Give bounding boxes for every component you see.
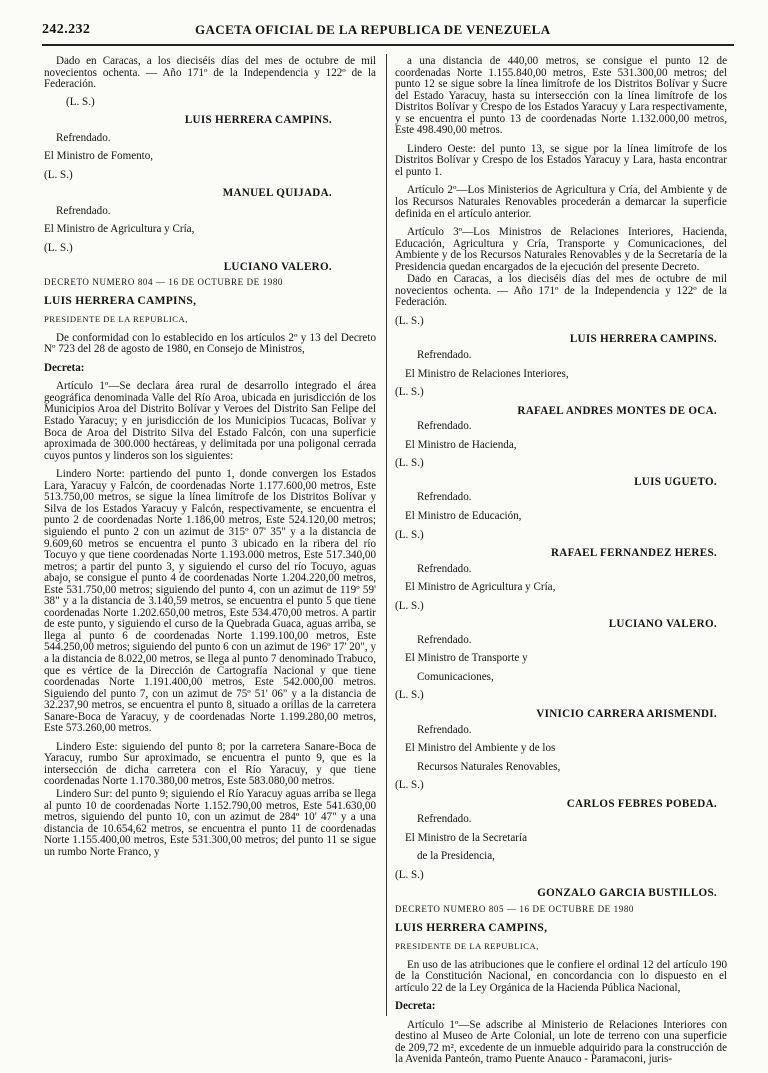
seal-mark: (L. S.) [395, 779, 424, 792]
page-header [42, 22, 734, 42]
seal-mark: (L. S.) [395, 868, 424, 881]
decreta-heading: Decreta: [44, 361, 85, 374]
decree-preamble: De conformidad con lo establecido en los artículos 2º y 13 del Decreto Nº 723 del 28 de agosto de 1980, en Consejo de Ministros, [44, 331, 376, 356]
article-3: Artículo 3º—Los Ministros de Relaciones Interiores, Hacienda, Educación, Agricultura y Cría, Transporte y Comunicaciones, del Ambiente y de los Recursos Naturales Renovables y de la Secretaría de la Presidencia quedan encargados de la ejecución del presente Decreto. [395, 226, 727, 273]
refrendado-label: Refrendado. [417, 633, 472, 646]
signature-president: LUIS HERRERA CAMPINS. [184, 114, 332, 127]
minister-title: El Ministro de Fomento, [44, 150, 154, 163]
decree-title: DECRETO NUMERO 805 — 16 DE OCTUBRE DE 1980 [395, 903, 635, 914]
minister-title: El Ministro del Ambiente y de los [405, 742, 556, 755]
signature-minister: RAFAEL FERNANDEZ HERES. [550, 547, 717, 560]
lindero-este: Lindero Este: siguiendo del punto 8; por la carretera Sanare-Boca de Yaracuy, rumbo Sur aproximado, se encuentra el punto 9, que es la intersección de dicha carretera con el Río Yaracuy, y que tiene coordenadas Norte 1.170.380,00 metros, Este 583.080,00 metros. [44, 740, 376, 788]
minister-title: El Ministro de Transporte y [405, 652, 528, 665]
decreta-heading: Decreta: [395, 1000, 436, 1013]
refrendado-label: Refrendado. [56, 204, 111, 217]
closing-text: Dado en Caracas, a los dieciséis días del mes de octubre de mil novecientos ochenta. — Año 171º de la Independencia y 122º de la Federación. [395, 273, 727, 309]
article-1: Artículo 1º—Se adscribe al Ministerio de Relaciones Interiores con destino al Museo de Arte Colonial, un lote de terreno con una superficie de 209,72 m², excedente de un inmueble adquirido para la construcción de la Avenida Panteón, tramo Puente Anauco - Paramaconi, juris- [395, 1018, 727, 1066]
seal-mark: (L. S.) [395, 314, 424, 327]
refrendado-label: Refrendado. [417, 349, 472, 362]
minister-title-cont: Recursos Naturales Renovables, [417, 760, 561, 773]
seal-mark: (L. S.) [395, 528, 424, 541]
header-rule [42, 44, 734, 46]
lindero-oeste: Lindero Oeste: del punto 13, se sigue por la línea limítrofe de los Distritos Bolívar y Crespo de los Estados Yaracuy y Lara, hasta encontrar el punto 1. [395, 142, 727, 178]
minister-title: El Ministro de la Secretaría [405, 831, 527, 844]
signature-minister: CARLOS FEBRES POBEDA. [566, 797, 717, 810]
seal-mark: (L. S.) [44, 242, 73, 255]
refrendado-label: Refrendado. [417, 813, 472, 826]
seal-mark: (L. S.) [395, 689, 424, 702]
lindero-sur: Lindero Sur: del punto 9; siguiendo el Río Yaracuy aguas arriba se llega al punto 10 de coordenadas Norte 1.152.790,00 metros, Este 541.630,00 metros, siguiendo del punto 10, con un azimut de 284º 10' 47" y a una distancia de 10.654,62 metros, se encuentra el punto 11 de coordenadas Norte 1.155.400,00 metros, Este 531.300,00 metros; del punto 11 se sigue un rumbo Norte Franco, y [44, 787, 376, 858]
signature-minister: LUCIANO VALERO. [608, 618, 717, 631]
seal-mark: (L. S.) [395, 599, 424, 612]
refrendado-label: Refrendado. [417, 420, 472, 433]
refrendado-label: Refrendado. [417, 491, 472, 504]
decree-president-name: LUIS HERRERA CAMPINS, [395, 921, 548, 934]
decree-president-name: LUIS HERRERA CAMPINS, [44, 294, 197, 307]
signature-president: LUIS HERRERA CAMPINS. [569, 333, 717, 346]
decree-title: DECRETO NUMERO 804 — 16 DE OCTUBRE DE 1980 [44, 277, 284, 288]
seal-mark: (L. S.) [395, 386, 424, 399]
seal-mark: (L. S.) [395, 457, 424, 470]
seal-mark: (L. S.) [44, 168, 73, 181]
closing-text: Dado en Caracas, a los dieciséis días del mes de octubre de mil novecientos ochenta. — Año 171º de la Independencia y 122º de la Federación. [44, 55, 376, 91]
signature-minister: RAFAEL ANDRES MONTES DE OCA. [517, 404, 717, 417]
minister-title: El Ministro de Agricultura y Cría, [44, 223, 195, 236]
seal-mark: (L. S.) [66, 95, 95, 108]
minister-title: El Ministro de Educación, [405, 509, 522, 522]
decree-president-role: PRESIDENTE DE LA REPUBLICA, [395, 941, 539, 952]
article-2: Artículo 2º—Los Ministerios de Agricultura y Cría, del Ambiente y de los Recursos Naturales Renovables procederán a demarcar la superficie definida en el artículo anterior. [395, 184, 727, 220]
page-number: 242.232 [42, 22, 91, 37]
refrendado-label: Refrendado. [417, 723, 472, 736]
decree-preamble: En uso de las atribuciones que le confiere el ordinal 12 del artículo 190 de la Constitución Nacional, en concordancia con lo dispuesto en el artículo 22 de la Ley Orgánica de la Hacienda Pública Nacional, [395, 958, 727, 994]
minister-title: El Ministro de Hacienda, [405, 438, 517, 451]
decree-president-role: PRESIDENTE DE LA REPUBLICA, [44, 314, 188, 325]
lindero-sur-continuation: a una distancia de 440,00 metros, se consigue el punto 12 de coordenadas Norte 1.155.840,00 metros, Este 531.300,00 metros; del punto 12 se sigue sobre la línea limítrofe de los Distritos Bolívar y Sucre del Estado Yaracuy, hasta su intersección con la línea limítrofe de los Distritos Bolívar y Crespo de los Estados Yaracuy y Lara respectivamente, y se encuentra el punto 13 de coordenadas Norte 1.132.000,00 metros, Este 498.490,00 metros. [395, 55, 727, 137]
column-divider [386, 54, 387, 1016]
minister-title: El Ministro de Agricultura y Cría, [405, 581, 556, 594]
signature-minister: GONZALO GARCIA BUSTILLOS. [537, 887, 717, 900]
minister-title: El Ministro de Relaciones Interiores, [405, 367, 569, 380]
minister-title-cont: de la Presidencia, [417, 850, 495, 863]
signature-minister: VINICIO CARRERA ARISMENDI. [536, 707, 717, 720]
left-column [44, 56, 376, 865]
signature-minister: LUIS UGUETO. [634, 475, 717, 488]
gazette-title: GACETA OFICIAL DE LA REPUBLICA DE VENEZUELA [195, 22, 551, 37]
minister-title-cont: Comunicaciones, [417, 670, 494, 683]
signature-minister: LUCIANO VALERO. [223, 260, 332, 273]
article-1: Artículo 1º—Se declara área rural de desarrollo integrado el área geográfica denominada Valle del Río Aroa, ubicada en jurisdicción de los Municipios Aroa del Distrito Bolívar y Veroes del Distrito San Felipe del Estado Yaracuy; y en jurisdicción de los Municipios Tucacas, Bolívar y Boca de Aroa del Distrito Silva del Estado Falcón, con una superficie aproximada de 300.000 hectáreas, y delimitada por una poligonal cerrada cuyos puntos y linderos son los siguientes: [44, 380, 376, 462]
refrendado-label: Refrendado. [56, 131, 111, 144]
signature-minister: MANUEL QUIJADA. [222, 187, 332, 200]
lindero-norte: Lindero Norte: partiendo del punto 1, donde convergen los Estados Lara, Yaracuy y Falcón, de coordenadas Norte 1.177.600,00 metros, Este 513.750,00 metros, se sigue la línea limítrofe de los Distritos Bolívar y Silva de los Estados Yaracuy y Falcón, respectivamente, se encuentra el punto 2 de coordenadas Norte 1.186,00 metros, Este 524.120,00 metros; siguiendo el punto 2 con un azimut de 315º 07' 35" y a la distancia de 9.609,60 metros se encuentra el punto 3 ubicado en la ribera del río Tocuyo y que tiene coordenadas Norte 1.193.000 metros, Este 517.340,00 metros; a partir del punto 3, y siguiendo el curso del río Tocuyo, aguas abajo, se consigue el punto 4 de coordenadas Norte 1.204.220,00 metros, Este 531.750,00 metros; siguiendo del punto 4, con un azimut de 119º 59' 38" y a la distancia de 3.140,59 metros, se encuentra el punto 5 que tiene coordenadas Norte 1.202.650,00 metros, Este 534.470,00 metros. A partir de este punto, y siguiendo el curso de la Quebrada Guaca, aguas arriba, se llega al punto 6 de coordenadas Norte 1.199.100,00 metros, Este 544.250,00 metros; siguiendo del punto 6 con un azimut de 196º 17' 20", y a la distancia de 8.022,00 metros, se llega al punto 7 denominado Trabuco, que es vértice de la Dirección de Cartografía Nacional y que tiene coordenadas Norte 1.191.400,00 metros, Este 542.000,00 metros. Siguiendo del punto 7, con un azimut de 75º 51' 06" y a la distancia de 32.237,90 metros, se encuentra el punto 8, situado a orillas de la carretera Sanare-Boca de Yaracuy, y de coordenadas Norte 1.199.280,00 metros, Este 573.260,00 metros. [44, 468, 376, 735]
right-column [395, 56, 727, 1073]
refrendado-label: Refrendado. [417, 562, 472, 575]
